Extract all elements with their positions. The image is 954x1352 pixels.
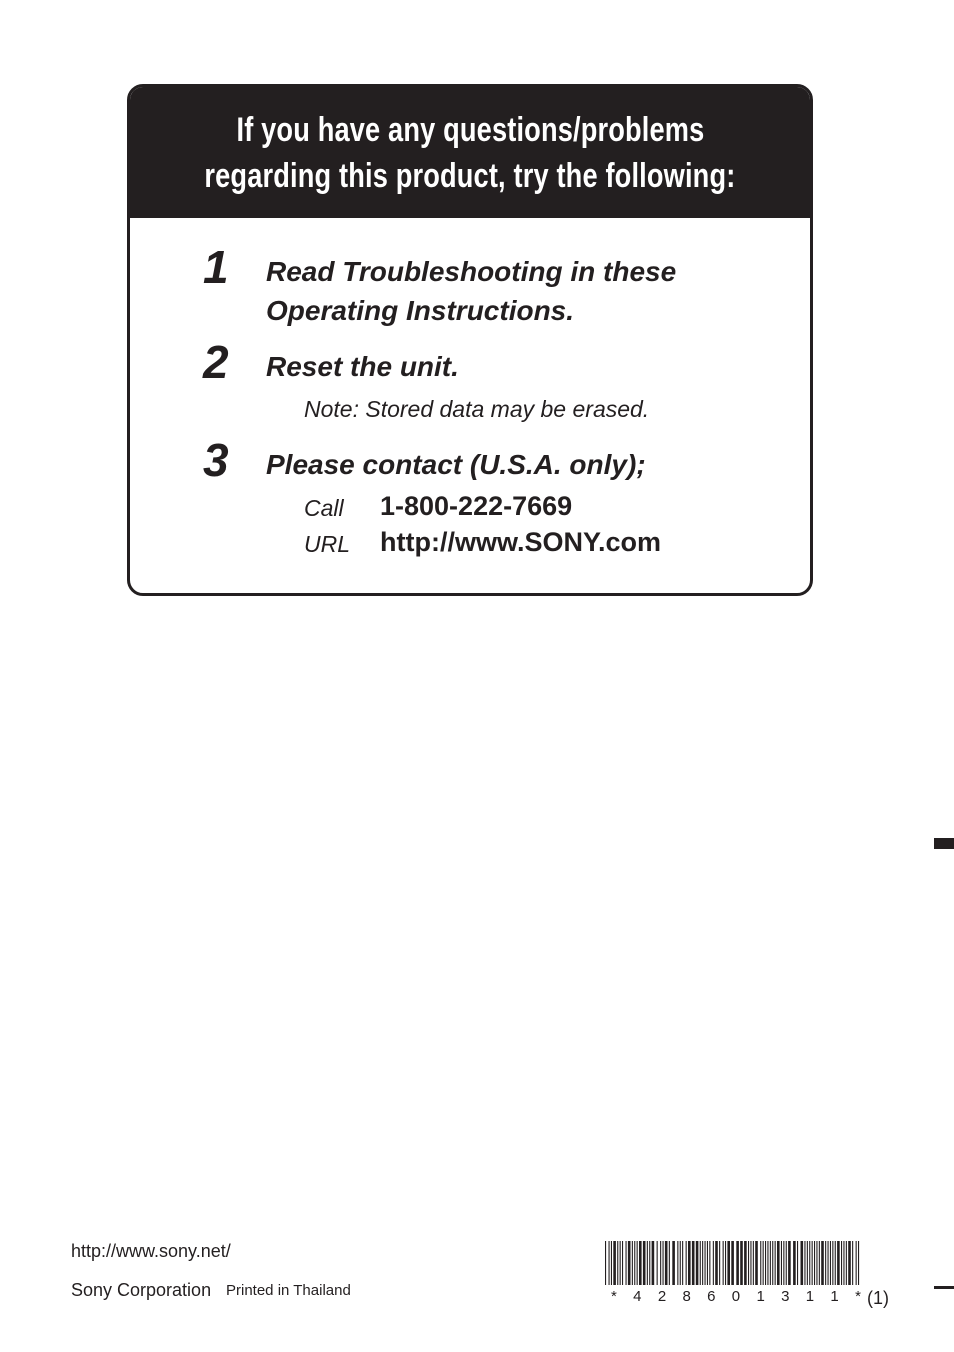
barcode-bar bbox=[816, 1241, 817, 1285]
barcode-bar bbox=[819, 1241, 820, 1285]
barcode-bar bbox=[821, 1241, 824, 1285]
barcode-bar bbox=[686, 1241, 687, 1285]
barcode-bar bbox=[723, 1241, 724, 1285]
barcode-bar bbox=[753, 1241, 754, 1285]
barcode-digit: 1 bbox=[805, 1288, 815, 1305]
barcode-bar bbox=[688, 1241, 691, 1285]
barcode-bar bbox=[736, 1241, 739, 1285]
barcode-bar bbox=[713, 1241, 714, 1285]
barcode-bar bbox=[783, 1241, 784, 1285]
barcode-bar bbox=[740, 1241, 743, 1285]
barcode-bar bbox=[639, 1241, 642, 1285]
barcode-bar bbox=[830, 1241, 831, 1285]
barcode-bar bbox=[727, 1241, 730, 1285]
step-2-number: 2 bbox=[203, 336, 229, 388]
barcode-bar bbox=[809, 1241, 810, 1285]
barcode-digit: * bbox=[855, 1288, 861, 1305]
barcode-bar bbox=[705, 1241, 706, 1285]
barcode-bar bbox=[649, 1241, 650, 1285]
barcode-bar bbox=[632, 1241, 633, 1285]
step-1-line-2: Operating Instructions. bbox=[266, 295, 575, 326]
barcode-bar bbox=[605, 1241, 606, 1285]
barcode-bar bbox=[702, 1241, 703, 1285]
barcode-bar bbox=[858, 1241, 859, 1285]
barcode-bar bbox=[622, 1241, 623, 1285]
barcode-bar bbox=[807, 1241, 808, 1285]
barcode-bar bbox=[801, 1241, 804, 1285]
barcode-bar bbox=[797, 1241, 798, 1285]
barcode-digit: 6 bbox=[707, 1288, 716, 1305]
barcode-bar bbox=[777, 1241, 780, 1285]
barcode-bar bbox=[760, 1241, 761, 1285]
barcode-bar bbox=[634, 1241, 635, 1285]
barcode-bar bbox=[814, 1241, 815, 1285]
barcode-bar bbox=[672, 1241, 675, 1285]
barcode-bar bbox=[626, 1241, 627, 1285]
barcode-bar bbox=[744, 1241, 747, 1285]
barcode-bar bbox=[637, 1241, 638, 1285]
barcode-bar bbox=[793, 1241, 796, 1285]
barcode-bar bbox=[613, 1241, 616, 1285]
barcode-digit: 3 bbox=[781, 1288, 790, 1305]
barcode-bar bbox=[709, 1241, 710, 1285]
barcode-bar bbox=[725, 1241, 726, 1285]
barcode-bar bbox=[700, 1241, 701, 1285]
panel-header bbox=[130, 87, 810, 218]
barcode-bar bbox=[812, 1241, 813, 1285]
barcode-bar bbox=[647, 1241, 648, 1285]
call-number: 1-800-222-7669 bbox=[380, 491, 573, 521]
barcode-bar bbox=[856, 1241, 857, 1285]
barcode-bar bbox=[755, 1241, 758, 1285]
barcode-bar bbox=[848, 1241, 851, 1285]
url-label: URL bbox=[304, 531, 351, 557]
step-2-note: Note: Stored data may be erased. bbox=[304, 396, 650, 422]
barcode-bar bbox=[767, 1241, 768, 1285]
footer-company: Sony Corporation bbox=[71, 1280, 212, 1300]
barcode-bar bbox=[682, 1241, 683, 1285]
step-1-number: 1 bbox=[203, 241, 229, 293]
barcode-bar bbox=[677, 1241, 678, 1285]
barcode-bar bbox=[660, 1241, 661, 1285]
revision-number: (1) bbox=[867, 1288, 889, 1308]
barcode-bar bbox=[750, 1241, 751, 1285]
url-value: http://www.SONY.com bbox=[380, 527, 662, 557]
barcode-bar bbox=[665, 1241, 668, 1285]
barcode-bar bbox=[788, 1241, 791, 1285]
barcode-bar bbox=[707, 1241, 708, 1285]
barcode-bar bbox=[719, 1241, 720, 1285]
footer-website: http://www.sony.net/ bbox=[71, 1241, 231, 1261]
barcode-bar bbox=[763, 1241, 764, 1285]
barcode-bar bbox=[652, 1241, 655, 1285]
barcode-bar bbox=[832, 1241, 833, 1285]
barcode-bar bbox=[846, 1241, 847, 1285]
barcode-bar bbox=[609, 1241, 610, 1285]
barcode-bar bbox=[765, 1241, 766, 1285]
barcode-bar bbox=[841, 1241, 842, 1285]
barcode-bar bbox=[669, 1241, 670, 1285]
step-3-number: 3 bbox=[203, 434, 229, 486]
barcode-bar bbox=[786, 1241, 787, 1285]
barcode-bar bbox=[770, 1241, 771, 1285]
barcode-bar bbox=[804, 1241, 805, 1285]
barcode-bar bbox=[828, 1241, 829, 1285]
barcode-bar bbox=[611, 1241, 612, 1285]
barcode-bar bbox=[617, 1241, 618, 1285]
barcode-digit: 2 bbox=[657, 1288, 667, 1305]
print-mark-line bbox=[934, 1286, 954, 1289]
barcode-bar bbox=[781, 1241, 782, 1285]
header-line-1: If you have any questions/problems bbox=[236, 110, 704, 149]
step-2-line-1: Reset the unit. bbox=[266, 351, 459, 382]
barcode-digit: 4 bbox=[633, 1288, 642, 1305]
barcode-bar bbox=[692, 1241, 695, 1285]
print-mark bbox=[934, 838, 954, 849]
barcode-bar bbox=[852, 1241, 853, 1285]
barcode-bar bbox=[825, 1241, 826, 1285]
barcode-bar bbox=[843, 1241, 844, 1285]
barcode-bar bbox=[696, 1241, 699, 1285]
step-3-line-1: Please contact (U.S.A. only); bbox=[266, 449, 646, 480]
call-label: Call bbox=[304, 495, 344, 521]
barcode-bar bbox=[657, 1241, 658, 1285]
barcode-bar bbox=[680, 1241, 681, 1285]
barcode-bar bbox=[628, 1241, 631, 1285]
step-1-line-1: Read Troubleshooting in these bbox=[266, 256, 677, 287]
barcode-bar bbox=[663, 1241, 664, 1285]
barcode-bar bbox=[620, 1241, 621, 1285]
barcode-bar bbox=[835, 1241, 836, 1285]
barcode-digit: 1 bbox=[756, 1288, 765, 1305]
barcode-digit: 1 bbox=[830, 1288, 839, 1305]
barcode-bar bbox=[748, 1241, 749, 1285]
barcode-bar bbox=[837, 1241, 840, 1285]
barcode-digit: * bbox=[611, 1288, 617, 1305]
barcode bbox=[605, 1241, 861, 1285]
barcode-digits bbox=[611, 1288, 861, 1306]
header-line-2: regarding this product, try the following: bbox=[204, 156, 736, 195]
barcode-digit: 8 bbox=[682, 1288, 691, 1305]
barcode-digit: 0 bbox=[731, 1288, 741, 1305]
barcode-bar bbox=[772, 1241, 773, 1285]
barcode-bar bbox=[775, 1241, 776, 1285]
footer-printed: Printed in Thailand bbox=[226, 1282, 351, 1299]
barcode-bar bbox=[731, 1241, 734, 1285]
barcode-bar bbox=[715, 1241, 718, 1285]
barcode-bar bbox=[643, 1241, 646, 1285]
